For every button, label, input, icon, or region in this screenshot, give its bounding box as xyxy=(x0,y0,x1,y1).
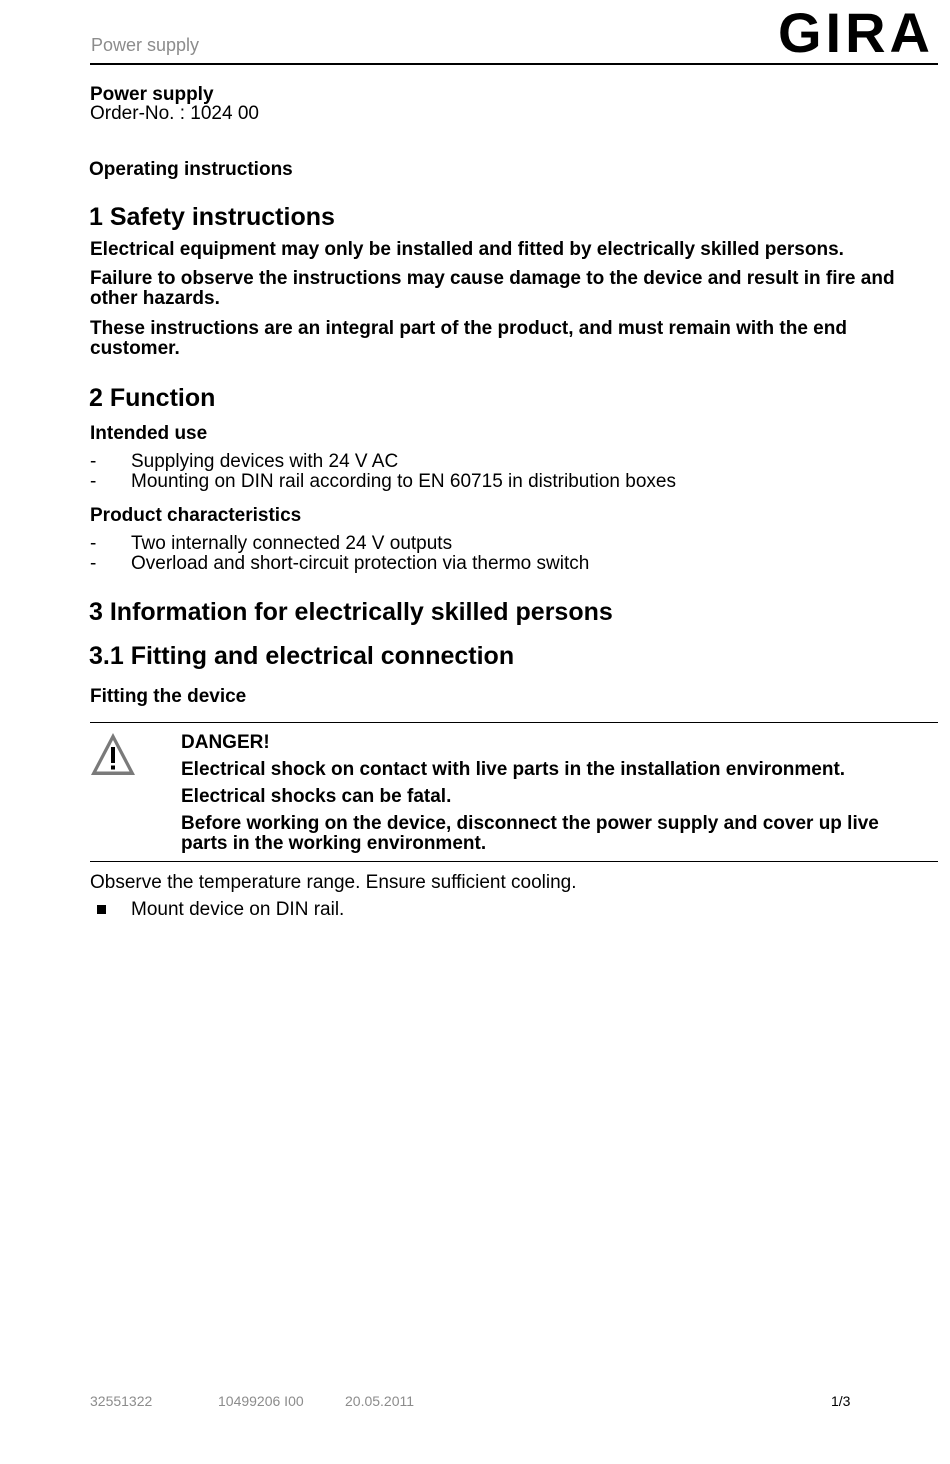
list-dash: - xyxy=(90,553,97,574)
fitting-device-heading: Fitting the device xyxy=(90,686,247,707)
order-number: Order-No. : 1024 00 xyxy=(90,103,259,124)
product-name: Power supply xyxy=(90,84,214,105)
list-item: Mounting on DIN rail according to EN 60715 in distribution boxes xyxy=(131,471,676,492)
section-heading-function: 2 Function xyxy=(89,384,216,412)
safety-paragraph-2-line-1: Failure to observe the instructions may cause damage to the device and result in fire and xyxy=(90,268,895,289)
safety-paragraph-1: Electrical equipment may only be installed and fitted by electrically skilled persons. xyxy=(90,239,844,260)
list-item: Overload and short-circuit protection via thermo switch xyxy=(131,553,590,574)
danger-title: DANGER! xyxy=(181,732,270,753)
danger-box-top-rule xyxy=(90,722,938,723)
document-type: Operating instructions xyxy=(89,159,293,180)
cooling-note: Observe the temperature range. Ensure sufficient cooling. xyxy=(90,872,577,893)
section-heading-safety: 1 Safety instructions xyxy=(89,203,335,231)
danger-box-bottom-rule xyxy=(90,861,938,862)
page-number: 1/3 xyxy=(831,1393,851,1409)
danger-line-1: Electrical shock on contact with live parts in the installation environment. xyxy=(181,759,846,780)
list-item: Two internally connected 24 V outputs xyxy=(131,533,453,554)
intended-use-heading: Intended use xyxy=(90,423,208,444)
danger-line-2: Electrical shocks can be fatal. xyxy=(181,786,452,807)
safety-paragraph-2-line-2: other hazards. xyxy=(90,288,220,309)
gira-logo: GIRA xyxy=(778,1,934,64)
list-dash: - xyxy=(90,451,97,472)
danger-line-4: parts in the working environment. xyxy=(181,833,487,854)
safety-paragraph-3-line-2: customer. xyxy=(90,338,180,359)
safety-paragraph-3-line-1: These instructions are an integral part of the product, and must remain with the end xyxy=(90,318,847,339)
footer-date: 20.05.2011 xyxy=(345,1393,415,1409)
header-divider xyxy=(90,63,938,65)
footer-code-2: 10499206 I00 xyxy=(218,1393,304,1409)
section-heading-fitting-connection: 3.1 Fitting and electrical connection xyxy=(89,642,515,670)
product-characteristics-heading: Product characteristics xyxy=(90,505,302,526)
section-heading-information: 3 Information for electrically skilled persons xyxy=(89,598,613,626)
list-dash: - xyxy=(90,471,97,492)
warning-triangle-icon xyxy=(89,730,137,778)
list-item: Supplying devices with 24 V AC xyxy=(131,451,399,472)
danger-line-3: Before working on the device, disconnect the power supply and cover up live xyxy=(181,813,879,834)
square-bullet-icon xyxy=(97,905,106,914)
step-item: Mount device on DIN rail. xyxy=(131,899,345,920)
footer-code-1: 32551322 xyxy=(90,1393,153,1409)
header-title: Power supply xyxy=(91,35,200,55)
list-dash: - xyxy=(90,533,97,554)
